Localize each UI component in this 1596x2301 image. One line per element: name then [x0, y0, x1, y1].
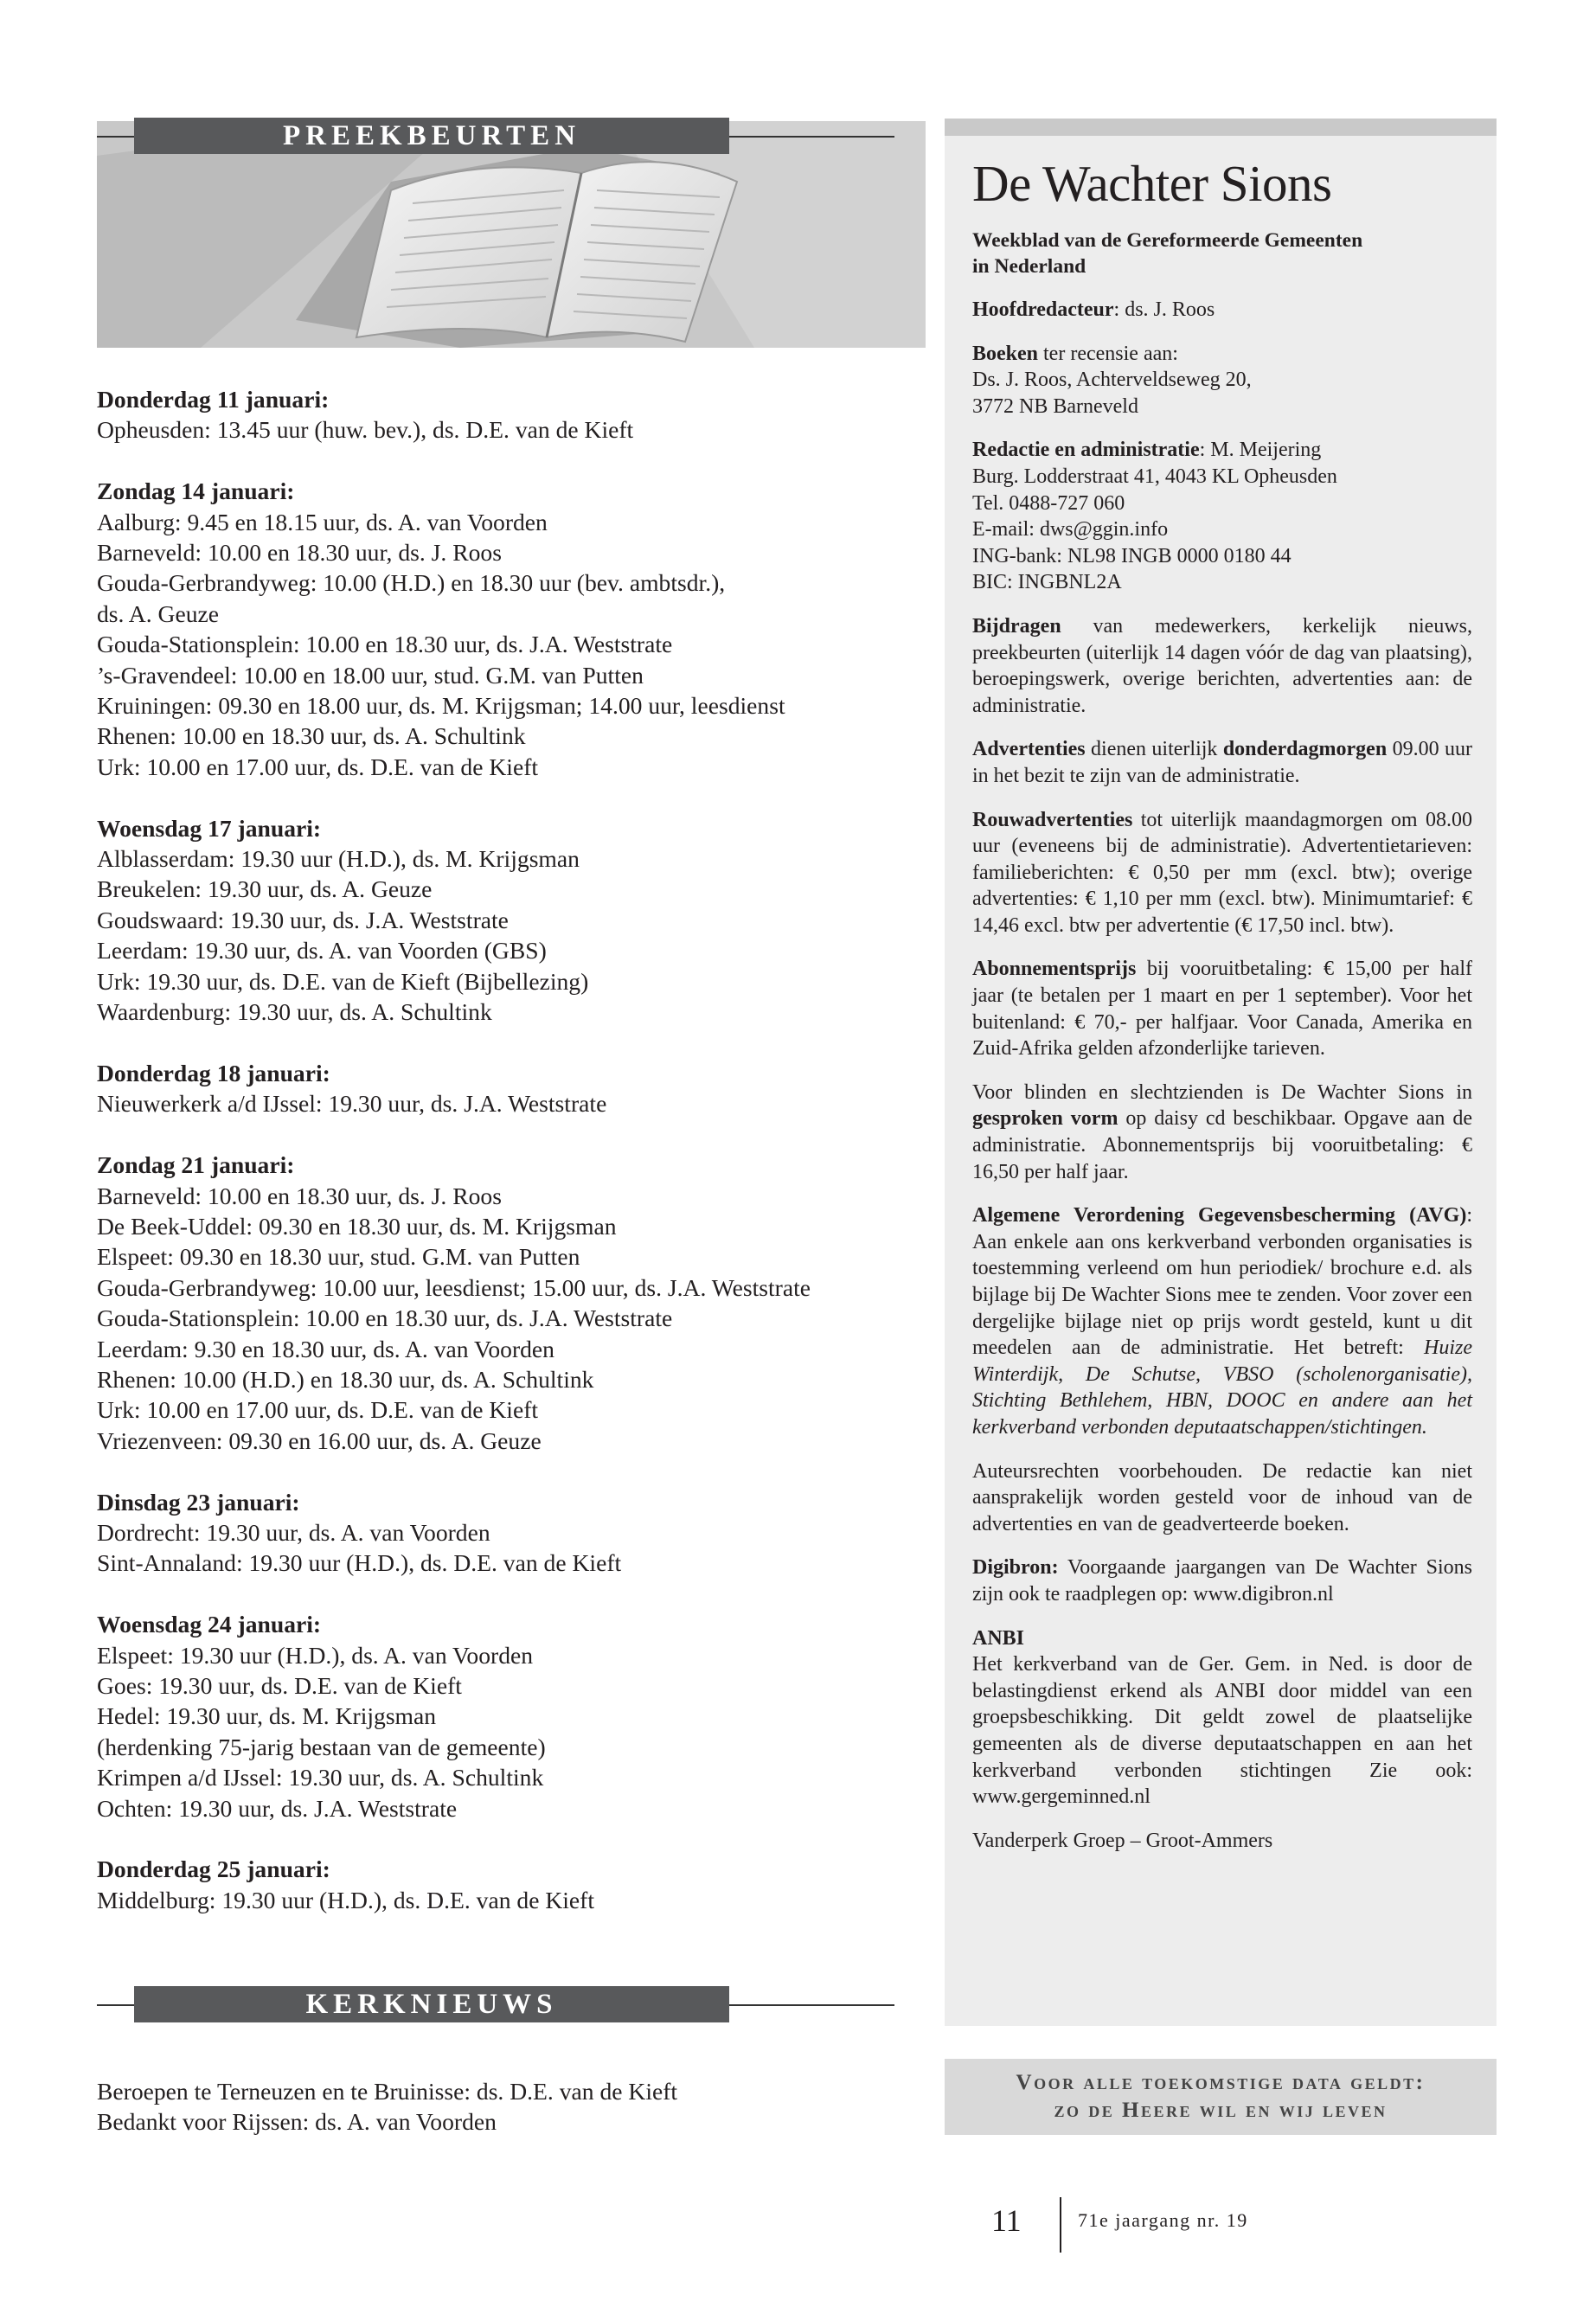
schedule-day [97, 813, 945, 1028]
editor-value: : ds. J. Roos [1113, 298, 1215, 321]
page-number: 11 [991, 2203, 1022, 2238]
blinden-text: op daisy cd beschikbaar. Opgave aan de administratie. Abonnementsprijs bij vooruitbetaling: € 16,50 per half jaar. [972, 1107, 1472, 1183]
schedule-entry: Barneveld: 10.00 en 18.30 uur, ds. J. Roos [97, 1182, 502, 1209]
schedule-entry: De Beek-Uddel: 09.30 en 18.30 uur, ds. M. Krijgsman [97, 1212, 617, 1240]
schedule-entry: Aalburg: 9.45 en 18.15 uur, ds. A. van Voorden [97, 508, 548, 535]
masthead-title: De Wachter Sions [972, 155, 1332, 212]
books-label: Boeken [972, 342, 1039, 365]
schedule-day-title: Woensdag 17 januari: [97, 814, 322, 842]
redactie-line: BIC: INGBNL2A [972, 571, 1122, 594]
masthead-subtitle-line: Weekblad van de Gereformeerde Gemeenten [972, 229, 1363, 252]
colophon-top-bar [945, 119, 1497, 136]
schedule-day [97, 1854, 945, 1915]
motto-line: zo de Heere wil en wij leven [1054, 2099, 1388, 2122]
schedule-entry: Leerdam: 9.30 en 18.30 uur, ds. A. van Voorden [97, 1335, 554, 1362]
bible-photo [97, 121, 926, 348]
books-address-line: 3772 NB Barneveld [972, 394, 1138, 418]
printer-info: Vanderperk Groep – Groot-Ammers [972, 1829, 1273, 1852]
schedule-entry: Vriezenveen: 09.30 en 16.00 uur, ds. A. Geuze [97, 1426, 542, 1454]
bijdragen-text: van medewerkers, kerkelijk nieuws, preekbeurten (uiterlijk 14 dagen vóór de dag van plaatsing), beroepingswerk, overige berichten, advertenties aan: de administratie. [972, 614, 1472, 717]
schedule-day [97, 384, 945, 445]
bijdragen-info [972, 613, 1472, 719]
schedule-entry: Kruiningen: 09.30 en 18.00 uur, ds. M. Krijgsman; 14.00 uur, leesdienst [97, 692, 785, 720]
advertenties-info [972, 736, 1472, 789]
anbi-label: ANBI [972, 1626, 1025, 1650]
schedule-entry: Waardenburg: 19.30 uur, ds. A. Schultink [97, 998, 492, 1026]
abonnement-info [972, 956, 1472, 1061]
schedule-entry: Dordrecht: 19.30 uur, ds. A. van Voorden [97, 1518, 490, 1546]
schedule-entry: Opheusden: 13.45 uur (huw. bev.), ds. D.E. van de Kieft [97, 416, 634, 444]
rouwadvertenties-info [972, 807, 1472, 939]
schedule-entry: Sint-Annaland: 19.30 uur (H.D.), ds. D.E. van de Kieft [97, 1549, 622, 1577]
schedule-day [97, 1150, 945, 1456]
schedule-entry: Gouda-Gerbrandyweg: 10.00 (H.D.) en 18.30 uur (bev. ambtsdr.), [97, 569, 726, 597]
preekbeurten-schedule [97, 384, 945, 1946]
editor-info [972, 297, 1472, 324]
schedule-day-title: Woensdag 24 januari: [97, 1611, 322, 1638]
issue-label: 71e jaargang nr. 19 [1078, 2209, 1248, 2231]
rouwadvertenties-label: Rouwadvertenties [972, 808, 1133, 831]
open-bible-illustration [97, 121, 926, 348]
advertenties-text: dienen uiterlijk [1085, 738, 1223, 761]
schedule-entry: Breukelen: 19.30 uur, ds. A. Geuze [97, 875, 433, 903]
blinden-info [972, 1080, 1472, 1185]
masthead-subtitle [972, 228, 1472, 279]
avg-text: : Aan enkele aan ons kerkverband verbonden organisaties is toestemming verleend om hun periodiek/ brochure e.d. als bijlage bij De Wachter Sions mee te zenden. Voor zover een dergelijke bijlage niet op prijs wordt gesteld, kunt u dit meedelen aan de administratie. Het betreft: [972, 1204, 1472, 1360]
schedule-entry: Urk: 10.00 en 17.00 uur, ds. D.E. van de Kieft [97, 1396, 539, 1424]
schedule-entry: Nieuwerkerk a/d IJssel: 19.30 uur, ds. J.A. Weststrate [97, 1090, 607, 1118]
schedule-entry: Krimpen a/d IJssel: 19.30 uur, ds. A. Schultink [97, 1764, 544, 1791]
anbi-text: Het kerkverband van de Ger. Gem. in Ned. is door de belastingdienst erkend als ANBI door middel van een groepsbeschikking. Dit geldt zowel de plaatselijke gemeenten als de diverse deputaatschappen en aan het kerkverband verbonden stichtingen Zie ook: www.gergeminned.nl [972, 1653, 1472, 1809]
avg-label: Algemene Verordening Gegevensbescherming (AVG) [972, 1204, 1467, 1227]
schedule-entry: (herdenking 75-jarig bestaan van de gemeente) [97, 1733, 546, 1760]
schedule-entry: Gouda-Stationsplein: 10.00 en 18.30 uur, ds. J.A. Weststrate [97, 1304, 673, 1332]
schedule-entry: Goudswaard: 19.30 uur, ds. J.A. Weststrate [97, 906, 509, 933]
digibron-info [972, 1554, 1472, 1607]
schedule-day-title: Dinsdag 23 januari: [97, 1488, 300, 1516]
schedule-day [97, 1609, 945, 1823]
schedule-day-title: Donderdag 25 januari: [97, 1856, 330, 1883]
anbi-info [972, 1625, 1472, 1811]
schedule-entry: Hedel: 19.30 uur, ds. M. Krijgsman [97, 1702, 437, 1730]
schedule-day-title: Zondag 14 januari: [97, 478, 295, 505]
redactie-line: Burg. Lodderstraat 41, 4043 KL Opheusden [972, 465, 1337, 488]
masthead-subtitle-line: in Nederland [972, 255, 1086, 278]
rights-info: Auteursrechten voorbehouden. De redactie kan niet aansprakelijk worden gesteld voor de inhoud van de advertenties en van de geadverteerde boeken. [972, 1459, 1472, 1535]
digibron-text: Voorgaande jaargangen van De Wachter Sions zijn ook te raadplegen op: www.digibron.nl [972, 1556, 1472, 1606]
blinden-bold: gesproken vorm [972, 1107, 1118, 1131]
editor-label: Hoofdredacteur [972, 298, 1114, 321]
schedule-entry: Urk: 10.00 en 17.00 uur, ds. D.E. van de Kieft [97, 753, 539, 780]
schedule-entry: Rhenen: 10.00 en 18.30 uur, ds. A. Schultink [97, 722, 526, 750]
footer-divider [1060, 2197, 1061, 2253]
avg-info [972, 1202, 1472, 1440]
colophon-box [945, 136, 1497, 2026]
avg-organisations: Huize Winterdijk, De Schutse, VBSO (scholenorganisatie), Stichting Bethlehem, HBN, DOOC en andere aan het kerkverband verbonden deputaatschappen/stichtingen. [972, 1336, 1472, 1439]
schedule-entry: ds. A. Geuze [97, 599, 219, 627]
abonnement-text: bij vooruitbetaling: € 15,00 per half jaar (te betalen per 1 maart en per 1 september). Voor het buitenland: € 70,- per halfjaar. Voor Canada, Amerika en Zuid-Afrika gelden afzonderlijke tarieven. [972, 958, 1472, 1061]
rouwadvertenties-text: tot uiterlijk maandagmorgen om 08.00 uur (eveneens bij de administratie). Advertentietarieven: familieberichten: € 0,50 per mm (excl. btw); overige advertenties: € 1,10 per mm (excl. btw). Minimumtarief: € 14,46 excl. btw per advertentie (€ 17,50 incl. btw). [972, 808, 1472, 937]
schedule-entry: Goes: 19.30 uur, ds. D.E. van de Kieft [97, 1671, 462, 1699]
schedule-entry: Rhenen: 10.00 (H.D.) en 18.30 uur, ds. A. Schultink [97, 1365, 594, 1393]
books-value: ter recensie aan: [1038, 342, 1178, 365]
advertenties-deadline: donderdagmorgen [1222, 738, 1388, 761]
schedule-entry: Elspeet: 09.30 en 18.30 uur, stud. G.M. van Putten [97, 1243, 580, 1271]
schedule-entry: Gouda-Gerbrandyweg: 10.00 uur, leesdienst; 15.00 uur, ds. J.A. Weststrate [97, 1273, 811, 1301]
kerknieuws-list [97, 2076, 945, 2138]
schedule-day [97, 1058, 945, 1119]
motto-box [945, 2059, 1497, 2135]
abonnement-label: Abonnementsprijs [972, 958, 1137, 981]
kerknieuws-item: Beroepen te Terneuzen en te Bruinisse: ds. D.E. van de Kieft [97, 2078, 678, 2105]
kerknieuws-heading: KERKNIEUWS [134, 1986, 729, 2022]
schedule-day-title: Donderdag 11 januari: [97, 386, 330, 413]
books-address-line: Ds. J. Roos, Achterveldseweg 20, [972, 369, 1252, 392]
bijdragen-label: Bijdragen [972, 614, 1061, 638]
advertenties-label: Advertenties [972, 738, 1086, 761]
schedule-day [97, 1487, 945, 1579]
kerknieuws-item: Bedankt voor Rijssen: ds. A. van Voorden [97, 2108, 497, 2136]
schedule-entry: Barneveld: 10.00 en 18.30 uur, ds. J. Roos [97, 539, 502, 567]
schedule-entry: Gouda-Stationsplein: 10.00 en 18.30 uur, ds. J.A. Weststrate [97, 631, 673, 658]
motto-line: Voor alle toekomstige data geldt: [1016, 2071, 1426, 2094]
schedule-entry: Urk: 19.30 uur, ds. D.E. van de Kieft (Bijbellezing) [97, 967, 589, 995]
preekbeurten-heading: PREEKBEURTEN [134, 118, 729, 154]
schedule-entry: Alblasserdam: 19.30 uur (H.D.), ds. M. Krijgsman [97, 845, 580, 873]
schedule-entry: Leerdam: 19.30 uur, ds. A. van Voorden (GBS) [97, 937, 547, 965]
schedule-day [97, 476, 945, 782]
blinden-text: Voor blinden en slechtzienden is De Wachter Sions in [972, 1080, 1472, 1104]
redactie-email: E-mail: dws@ggin.info [972, 518, 1169, 542]
redactie-line: ING-bank: NL98 INGB 0000 0180 44 [972, 544, 1292, 567]
redactie-line: Tel. 0488-727 060 [972, 491, 1125, 515]
redactie-value: : M. Meijering [1199, 439, 1322, 462]
advertenties-text: 09.00 uur in het bezit te zijn van de administratie. [972, 738, 1472, 787]
digibron-label: Digibron: [972, 1556, 1059, 1580]
schedule-day-title: Zondag 21 januari: [97, 1151, 295, 1179]
schedule-entry: Middelburg: 19.30 uur (H.D.), ds. D.E. van de Kieft [97, 1886, 595, 1913]
redactie-label: Redactie en administratie [972, 439, 1200, 462]
schedule-entry: Ochten: 19.30 uur, ds. J.A. Weststrate [97, 1794, 458, 1822]
redactie-info [972, 437, 1472, 596]
schedule-entry: ’s-Gravendeel: 10.00 en 18.00 uur, stud. G.M. van Putten [97, 661, 644, 689]
books-info [972, 341, 1472, 420]
schedule-entry: Elspeet: 19.30 uur (H.D.), ds. A. van Voorden [97, 1641, 534, 1669]
schedule-day-title: Donderdag 18 januari: [97, 1059, 330, 1086]
